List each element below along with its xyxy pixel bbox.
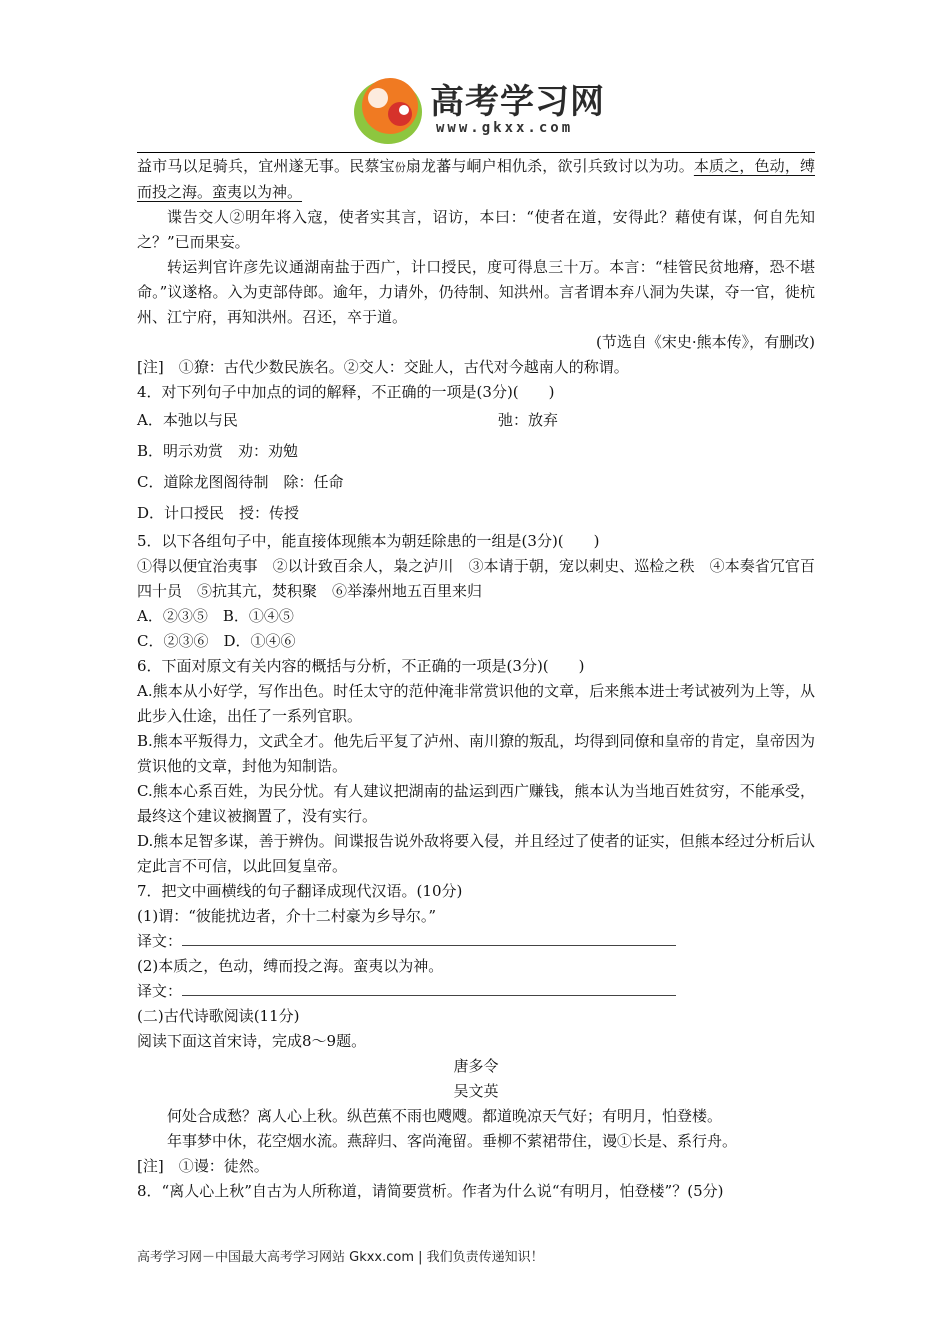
question-7-sentence-2: (2)本质之，色动，缚而投之海。蛮夷以为神。	[137, 957, 444, 975]
passage-source: (节选自《宋史·熊本传》，有删改)	[596, 333, 815, 351]
question-4-stem: 4．对下列句子中加点的词的解释，不正确的一项是(3分)( )	[137, 383, 555, 401]
answer-blank[interactable]	[182, 980, 676, 996]
option-gloss: 弛：放弃	[498, 411, 559, 429]
underlined-sentence: 本质之，色动，缚而投之海。蛮夷以为神。	[137, 157, 815, 201]
option-text: A．本弛以与民	[137, 411, 238, 429]
question-4-option-a	[137, 405, 815, 436]
rare-glyph: 份	[394, 161, 406, 174]
site-logo	[348, 68, 618, 150]
answer-line-1[interactable]	[137, 929, 815, 954]
answer-blank[interactable]	[182, 930, 676, 946]
passage-paragraph-2: 谍告交人②明年将入寇，使者实其言，诏访，本曰：“使者在道，安得此？藉使有谋，何自先知之？”已而果妄。	[137, 208, 815, 251]
question-7-sentence-1: (1)谓：“彼能扰边者，介十二村豪为乡导尔。”	[137, 907, 437, 925]
question-6-option-d: D.熊本足智多谋，善于辨伪。间谍报告说外敌将要入侵，并且经过了使者的证实，但熊本经过分析后认定此言不可信，以此回复皇帝。	[137, 832, 815, 875]
passage-note: [注] ①獠：古代少数民族名。②交人：交趾人，古代对今越南人的称谓。	[137, 358, 629, 376]
option-text: C．道除龙图阁待制 除：任命	[137, 473, 344, 491]
logo-title: 高考学习网	[430, 82, 605, 122]
logo-url: www.gkxx.com	[436, 120, 574, 136]
question-5-items: ①得以便宜治夷事 ②以计致百余人，枭之泸川 ③本请于朝，宠以刺史、巡检之秩 ④本奏省冗官百四十员 ⑤抗其亢，焚积聚 ⑥举溱州地五百里来归	[137, 557, 815, 600]
poem-title: 唐多令	[453, 1057, 499, 1075]
answer-label: 译文：	[137, 982, 183, 1000]
question-8-stem: 8．“离人心上秋”自古为人所称道，请简要赏析。作者为什么说“有明月，怕登楼”？(5分)	[137, 1182, 724, 1200]
answer-label: 译文：	[137, 932, 183, 950]
passage-text: 益市马以足骑兵，宜州遂无事。民蔡宝	[137, 157, 395, 175]
question-6-option-b: B.熊本平叛得力，文武全才。他先后平复了泸州、南川獠的叛乱，均得到同僚和皇帝的肯定，皇帝因为赏识他的文章，封他为知制诰。	[137, 732, 815, 775]
passage-text: 扇龙蕃与峒户相仇杀，欲引兵致讨以为功。	[405, 157, 694, 175]
question-4-option-b	[137, 436, 815, 467]
document-body	[137, 154, 815, 1204]
option-text: D．计口授民 授：传授	[137, 504, 300, 522]
question-4-option-c	[137, 467, 815, 498]
question-5-choices-ab: A．②③⑤ B．①④⑤	[137, 607, 294, 625]
question-7-stem: 7．把文中画横线的句子翻译成现代汉语。(10分)	[137, 882, 463, 900]
poem-author: 吴文英	[453, 1082, 499, 1100]
question-6-option-a: A.熊本从小好学，写作出色。时任太守的范仲淹非常赏识他的文章，后来熊本进士考试被列为上等，从此步入仕途，出任了一系列官职。	[137, 682, 815, 725]
question-6-stem: 6．下面对原文有关内容的概括与分析，不正确的一项是(3分)( )	[137, 657, 585, 675]
passage-paragraph-3: 转运判官许彦先议通湖南盐于西广，计口授民，度可得息三十万。本言：“桂管民贫地瘠，恐不堪命。”议遂格。入为吏部侍郎。逾年，力请外，仍待制、知洪州。言者谓本弃八洞为失谋，夺一官，徙杭州、江宁府，再知洪州。召还，卒于道。	[137, 258, 815, 326]
question-5-choices-cd: C．②③⑥ D．①④⑥	[137, 632, 296, 650]
poetry-section-heading: (二)古代诗歌阅读(11分)	[137, 1007, 300, 1025]
answer-line-2[interactable]	[137, 979, 815, 1004]
question-6-option-c: C.熊本心系百姓，为民分忧。有人建议把湖南的盐运到西广赚钱，熊本认为当地百姓贫穷，不能承受，最终这个建议被搁置了，没有实行。	[137, 782, 815, 825]
header-rule	[137, 152, 815, 153]
poetry-instruction: 阅读下面这首宋诗，完成8～9题。	[137, 1032, 367, 1050]
logo-emblem-icon	[348, 68, 430, 150]
page-footer: 高考学习网－中国最大高考学习网站 Gkxx.com | 我们负责传递知识！	[137, 1250, 544, 1265]
question-4-option-d	[137, 498, 815, 529]
option-text: B．明示劝赏 劝：劝勉	[137, 442, 299, 460]
poem-line-1: 何处合成愁？离人心上秋。纵芭蕉不雨也飕飕。都道晚凉天气好；有明月，怕登楼。	[167, 1107, 723, 1125]
poem-line-2: 年事梦中休，花空烟水流。燕辞归、客尚淹留。垂柳不萦裙带住，谩①长是、系行舟。	[167, 1132, 738, 1150]
passage-paragraph-1	[137, 154, 815, 205]
question-5-stem: 5．以下各组句子中，能直接体现熊本为朝廷除患的一组是(3分)( )	[137, 532, 600, 550]
poem-note: [注] ①谩：徒然。	[137, 1157, 269, 1175]
